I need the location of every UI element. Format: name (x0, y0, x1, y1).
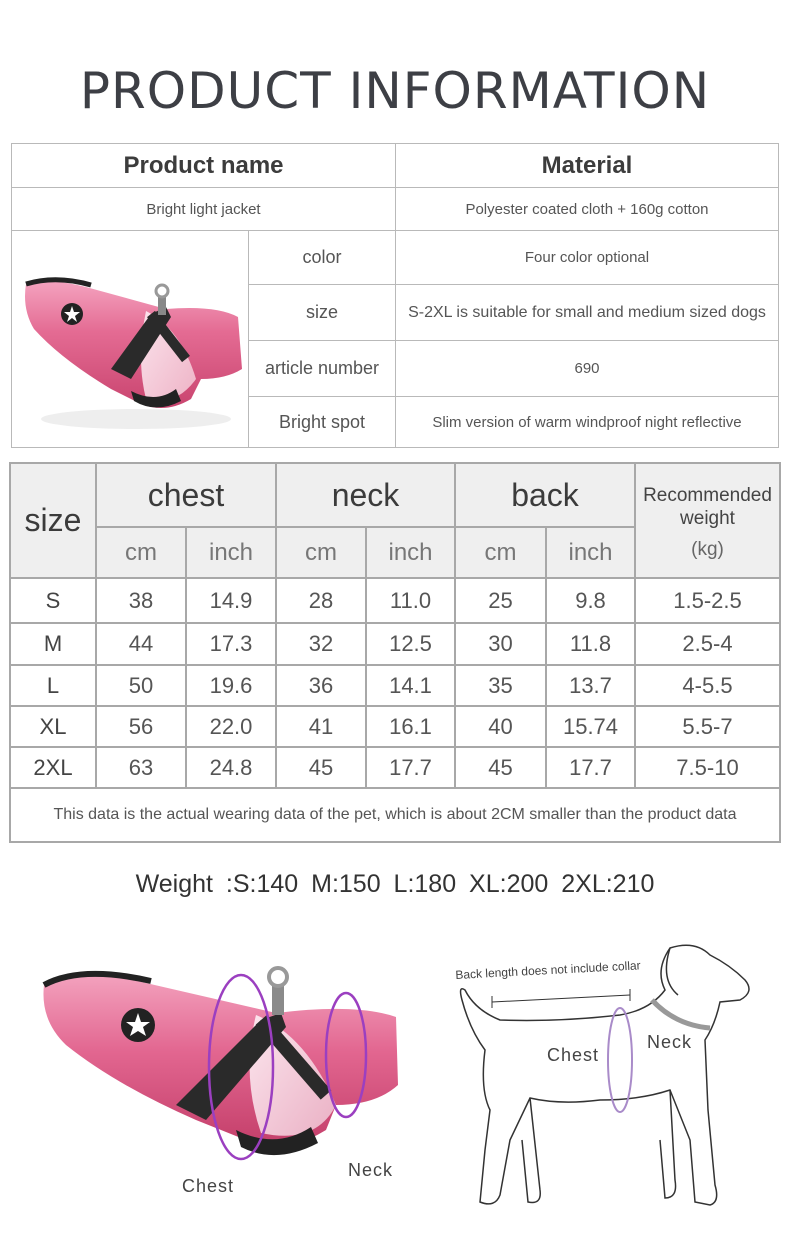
measure-cell: 22.0 (209, 713, 253, 739)
unit-header: cm (125, 538, 157, 566)
measure-cell: 28 (308, 587, 334, 613)
unit-header: cm (484, 538, 517, 566)
measure-cell: 17.7 (389, 754, 432, 780)
header-product-name: Product name (123, 151, 284, 179)
jacket-neck-label: Neck (348, 1160, 394, 1180)
measure-cell: 12.5 (389, 631, 432, 656)
back-length-label: Back length does not include collar (455, 958, 641, 982)
size-cell: XL (39, 713, 67, 739)
rec-line-1: Recommended (643, 485, 772, 506)
measure-cell: 11.8 (569, 631, 612, 656)
bright-spot-value: Slim version of warm windproof night reflective (432, 413, 742, 431)
unit-header: inch (388, 538, 433, 566)
chest-header: chest (147, 476, 225, 513)
measure-cell: 11.0 (389, 587, 432, 613)
rec-line-2: weight (680, 508, 735, 529)
weight-line: Weight :S:140 M:150 L:180 XL:200 2XL:210 (135, 870, 655, 898)
measure-cell: 9.8 (575, 587, 606, 613)
weight-cell: 7.5-10 (676, 754, 739, 780)
measure-cell: 19.6 (209, 672, 253, 698)
product-image (12, 231, 248, 447)
measure-cell: 45 (308, 754, 334, 780)
size-cell: S (45, 587, 61, 613)
weight-cell: 2.5-4 (682, 631, 733, 656)
measure-cell: 17.3 (209, 631, 253, 656)
size-cell: L (46, 672, 60, 698)
jacket-chest-label: Chest (182, 1176, 235, 1196)
measure-cell: 16.1 (389, 713, 432, 739)
bright-spot-label: Bright spot (278, 411, 366, 432)
measure-cell: 24.8 (209, 754, 253, 780)
size-note: This data is the actual wearing data of the pet, which is about 2CM smaller than the product data (53, 806, 737, 823)
measure-cell: 15.74 (562, 713, 619, 739)
measure-cell: 45 (488, 754, 513, 780)
size-label: size (305, 302, 338, 322)
measure-cell: 63 (128, 754, 154, 780)
size-cell: 2XL (33, 754, 73, 780)
measure-cell: 40 (488, 713, 513, 739)
size-cell: M (43, 631, 63, 656)
product-info-table (11, 143, 779, 448)
size-chart-table (9, 462, 781, 843)
measure-cell: 36 (308, 672, 334, 698)
size-value: S-2XL is suitable for small and medium sized dogs (408, 303, 766, 321)
measure-cell: 30 (488, 631, 513, 656)
measure-cell: 35 (488, 672, 513, 698)
weight-cell: 4-5.5 (682, 672, 733, 698)
unit-header: inch (568, 538, 613, 566)
article-number-value: 690 (574, 360, 600, 377)
weight-cell: 1.5-2.5 (673, 587, 742, 613)
color-label: color (302, 247, 342, 267)
measure-cell: 38 (128, 587, 154, 613)
neck-header: neck (331, 476, 400, 513)
measure-cell: 14.9 (209, 587, 253, 613)
page-title: PRODUCT INFORMATION (79, 62, 711, 120)
size-header: size (24, 502, 82, 538)
measure-cell: 25 (488, 587, 513, 613)
rec-unit: (kg) (691, 539, 724, 560)
measure-cell: 32 (308, 631, 334, 656)
dog-neck-label: Neck (647, 1032, 693, 1052)
measure-cell: 41 (308, 713, 334, 739)
jacket-image (16, 239, 244, 439)
dog-chest-label: Chest (547, 1045, 600, 1065)
dog-measure-illustration (440, 940, 760, 1215)
back-header: back (511, 476, 579, 513)
measure-cell: 13.7 (569, 672, 612, 698)
header-material: Material (541, 151, 633, 179)
product-name-value: Bright light jacket (146, 200, 261, 218)
article-number-label: article number (264, 358, 380, 378)
weight-cell: 5.5-7 (682, 713, 733, 739)
measure-cell: 56 (128, 713, 154, 739)
unit-header: inch (208, 538, 254, 566)
recommended-weight-header (636, 484, 779, 561)
measure-cell: 50 (128, 672, 154, 698)
measure-cell: 17.7 (569, 754, 612, 780)
measure-cell: 44 (128, 631, 154, 656)
measure-cell: 14.1 (389, 672, 432, 698)
unit-header: cm (305, 538, 337, 566)
color-value: Four color optional (524, 249, 650, 266)
material-value: Polyester coated cloth + 160g cotton (465, 200, 709, 218)
